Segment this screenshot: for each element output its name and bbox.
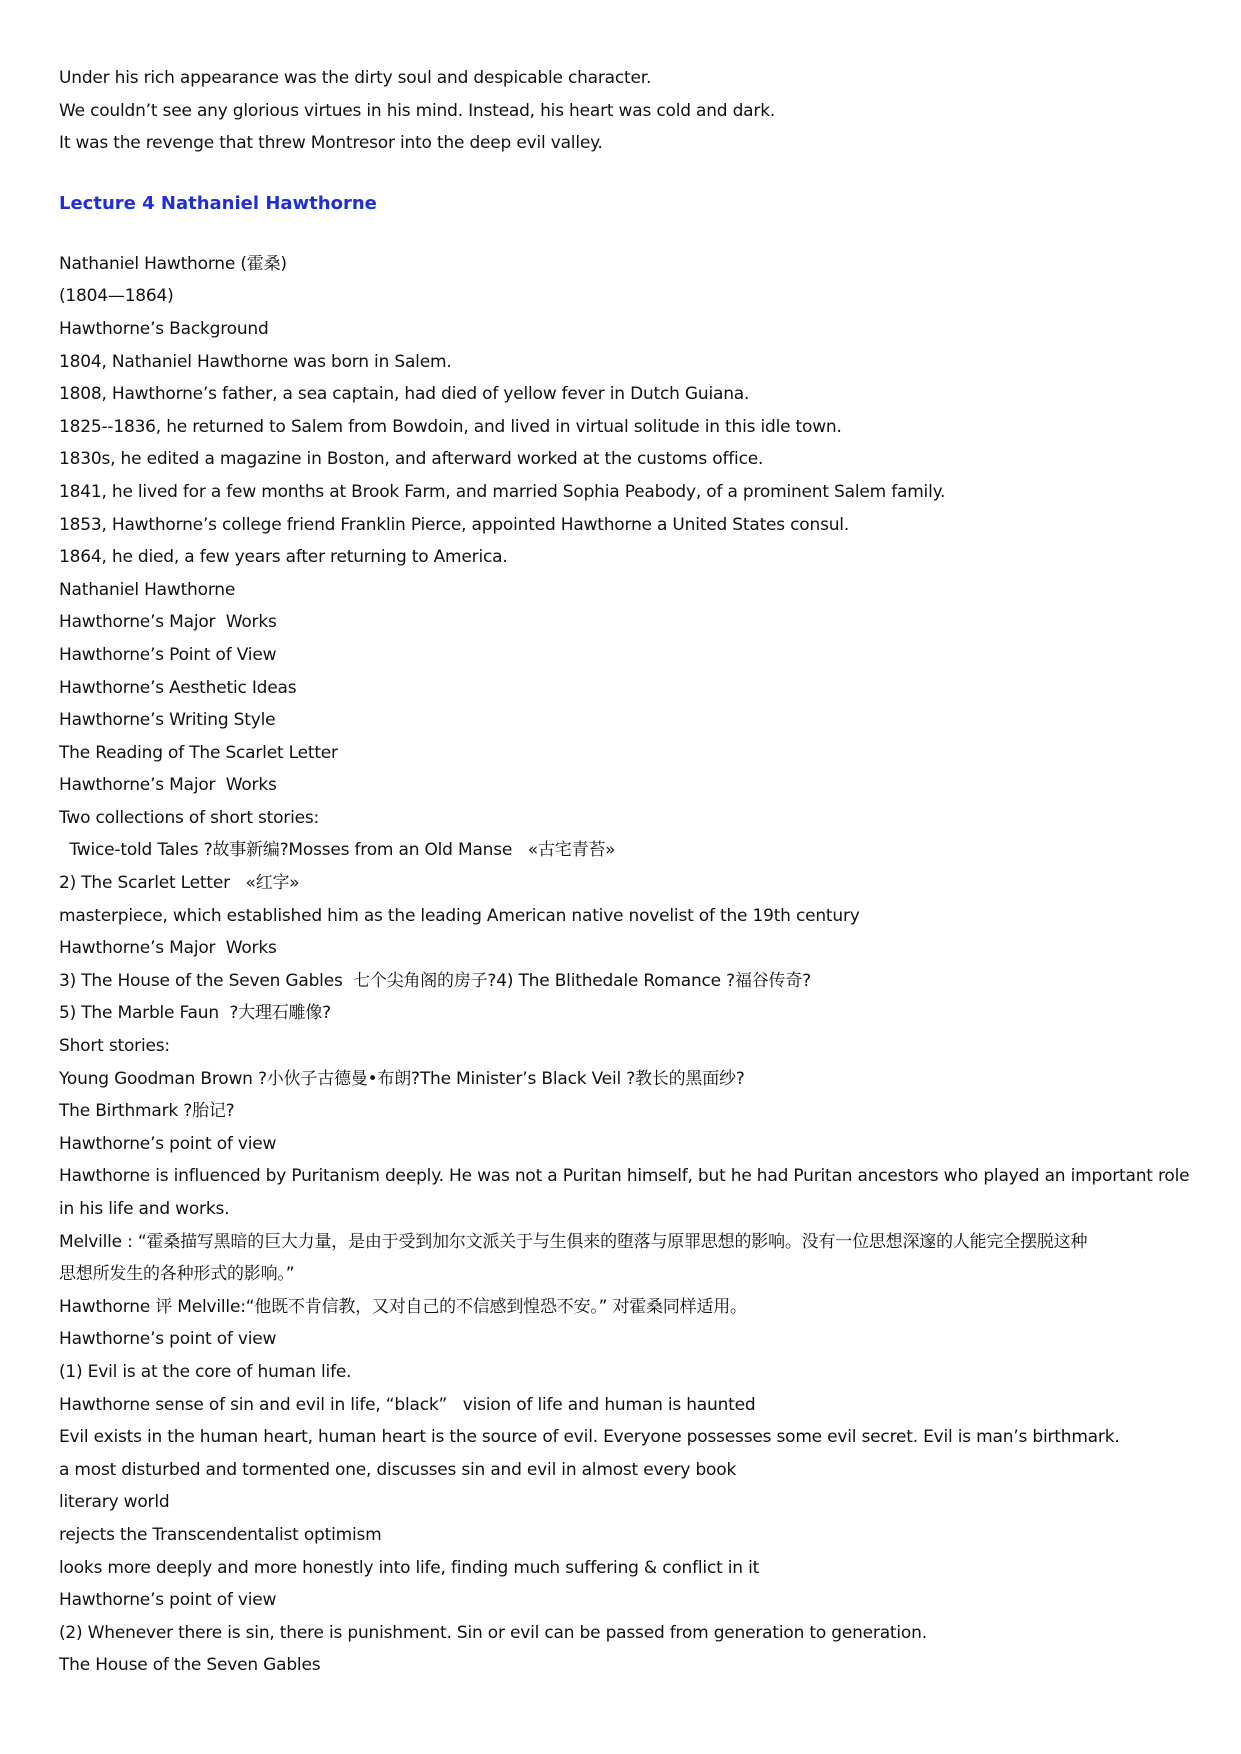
body-line: 思想所发生的各种形式的影响。”	[59, 1264, 295, 1285]
body-line: Twice-told Tales ?故事新编?Mosses from an Old Manse «古宅青苔»	[59, 840, 616, 861]
body-line: Hawthorne’s Writing Style	[59, 710, 276, 731]
body-line: (2) Whenever there is sin, there is punishment. Sin or evil can be passed from generation to generation.	[59, 1622, 927, 1643]
body-line: 1841, he lived for a few months at Brook Farm, and married Sophia Peabody, of a prominent Salem family.	[59, 481, 946, 502]
body-line: Hawthorne’s Major Works	[59, 938, 277, 959]
document-page	[59, 62, 1194, 1682]
body-line: The House of the Seven Gables	[59, 1655, 321, 1676]
body-line: masterpiece, which established him as the leading American native novelist of the 19th century	[59, 905, 860, 926]
body-line: Hawthorne’s Major Works	[59, 612, 277, 633]
body-line: The Birthmark ?胎记?	[59, 1101, 235, 1122]
body-line: Hawthorne 评 Melville:“他既不肯信教，又对自己的不信感到惶恐不安。” 对霍桑同样适用。	[59, 1296, 747, 1317]
body-line: rejects the Transcendentalist optimism	[59, 1524, 382, 1545]
intro-line: We couldn’t see any glorious virtues in his mind. Instead, his heart was cold and dark.	[59, 100, 776, 121]
body-line: Hawthorne’s point of view	[59, 1590, 277, 1611]
body-line: looks more deeply and more honestly into life, finding much suffering & conflict in it	[59, 1557, 760, 1578]
body-line: Short stories:	[59, 1036, 170, 1057]
body-line: Nathaniel Hawthorne (霍桑)	[59, 253, 287, 274]
intro-line: It was the revenge that threw Montresor into the deep evil valley.	[59, 133, 603, 154]
body-line: in his life and works.	[59, 1199, 230, 1219]
body-line: Hawthorne’s point of view	[59, 1329, 277, 1350]
body-line: (1804—1864)	[59, 286, 174, 307]
body-line: 1804, Nathaniel Hawthorne was born in Salem.	[59, 351, 452, 372]
body-line: (1) Evil is at the core of human life.	[59, 1361, 352, 1382]
body-line: 1853, Hawthorne’s college friend Franklin Pierce, appointed Hawthorne a United States consul.	[59, 514, 850, 535]
body-line: The Reading of The Scarlet Letter	[59, 742, 338, 763]
body-line: literary world	[59, 1492, 170, 1513]
lecture-heading: Lecture 4 Nathaniel Hawthorne	[59, 192, 377, 214]
body-line: Hawthorne’s Point of View	[59, 644, 277, 665]
body-line: Hawthorne’s Aesthetic Ideas	[59, 677, 297, 698]
body-line: 1825--1836, he returned to Salem from Bowdoin, and lived in virtual solitude in this idle town.	[59, 416, 842, 437]
body-section	[59, 248, 1194, 1682]
intro-line: Under his rich appearance was the dirty soul and despicable character.	[59, 68, 652, 88]
body-line: Hawthorne’s Background	[59, 318, 269, 339]
intro-section	[59, 62, 1194, 160]
body-line: Young Goodman Brown ?小伙子古德曼•布朗?The Minister’s Black Veil ?教长的黑面纱?	[59, 1068, 745, 1089]
body-line: Hawthorne is influenced by Puritanism deeply. He was not a Puritan himself, but he had Puritan ancestors who played an important role	[59, 1166, 1190, 1187]
body-line: Evil exists in the human heart, human heart is the source of evil. Everyone possesses some evil secret. Evil is man’s birthmark.	[59, 1427, 1120, 1448]
body-line: 1864, he died, a few years after returning to America.	[59, 547, 508, 568]
body-line: Two collections of short stories:	[59, 807, 320, 828]
body-line: Nathaniel Hawthorne	[59, 579, 236, 600]
body-line: Hawthorne sense of sin and evil in life, “black” vision of life and human is haunted	[59, 1394, 756, 1415]
body-line: Hawthorne’s point of view	[59, 1133, 277, 1154]
body-line: 3) The House of the Seven Gables 七个尖角阁的房子?4) The Blithedale Romance ?福谷传奇?	[59, 970, 811, 991]
body-line: 1808, Hawthorne’s father, a sea captain, had died of yellow fever in Dutch Guiana.	[59, 384, 750, 405]
body-line: 5) The Marble Faun ?大理石雕像?	[59, 1003, 331, 1024]
body-line: Melville : “霍桑描写黑暗的巨大力量，是由于受到加尔文派关于与生俱来的堕落与原罪思想的影响。没有一位思想深邃的人能完全摆脱这种	[59, 1231, 1088, 1252]
body-line: 2) The Scarlet Letter «红字»	[59, 873, 300, 894]
body-line: a most disturbed and tormented one, discusses sin and evil in almost every book	[59, 1459, 737, 1480]
body-line: Hawthorne’s Major Works	[59, 775, 277, 796]
body-line: 1830s, he edited a magazine in Boston, and afterward worked at the customs office.	[59, 449, 764, 470]
